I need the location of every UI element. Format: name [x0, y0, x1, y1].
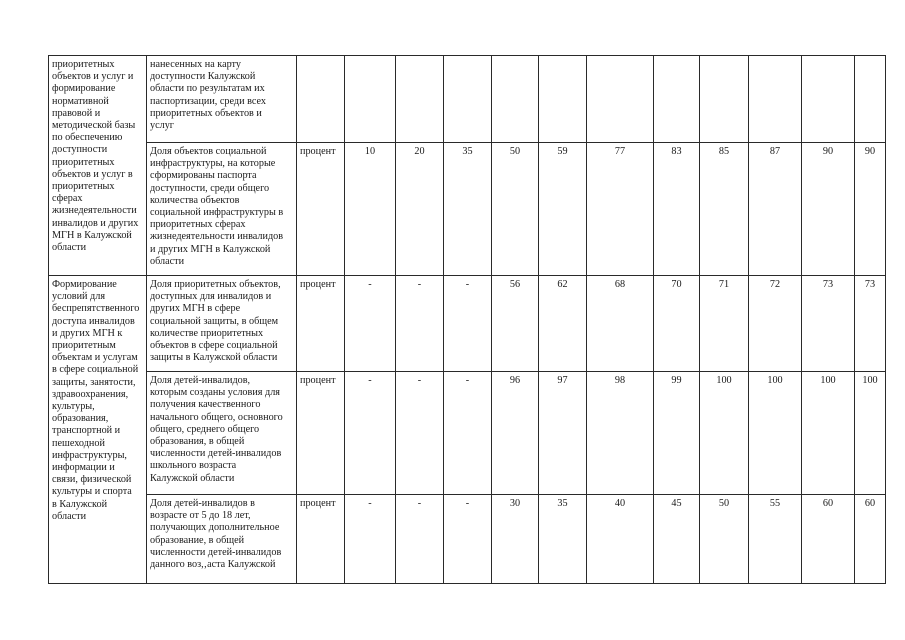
value-cell: 90: [802, 143, 855, 276]
indicators-table: [48, 55, 886, 584]
value-cell: 40: [587, 495, 654, 584]
indicator-cell: [147, 495, 297, 584]
value-cell: [855, 56, 886, 143]
value-cell: -: [444, 495, 492, 584]
value-cell: 35: [444, 143, 492, 276]
value-cell: 98: [587, 372, 654, 495]
value-cell: 35: [539, 495, 587, 584]
value-cell: 50: [700, 495, 749, 584]
value-cell: 55: [749, 495, 802, 584]
task-text: Формирование условий для беспрепятственного доступа инвалидов и других МГН к приоритетным объектам и услугам в сфере социальной защиты, занятости, здравоохранения, культуры, образования, транспортной и пешеходной инфраструктуры, информации и связи, физической культуры и спорта в Калужской области: [52, 279, 140, 522]
value-cell: 90: [855, 143, 886, 276]
value-cell: -: [396, 495, 444, 584]
value-cell: 70: [654, 276, 700, 372]
unit-cell: процент: [297, 372, 345, 495]
value-cell: -: [345, 495, 396, 584]
value-cell: [654, 56, 700, 143]
value-cell: [749, 56, 802, 143]
indicator-text: Доля приоритетных объектов, доступных для инвалидов и других МГН в сфере социальной защиты, в общем количестве приоритетных объектов в сфере социальной защиты в Калужской области: [150, 279, 281, 364]
value-cell: 99: [654, 372, 700, 495]
value-cell: 73: [855, 276, 886, 372]
value-cell: [345, 56, 396, 143]
value-cell: 77: [587, 143, 654, 276]
value-cell: 100: [802, 372, 855, 495]
value-cell: [396, 56, 444, 143]
value-cell: -: [444, 276, 492, 372]
value-cell: 85: [700, 143, 749, 276]
value-cell: 20: [396, 143, 444, 276]
value-cell: 56: [492, 276, 539, 372]
value-cell: 60: [802, 495, 855, 584]
task-text: приоритетных объектов и услуг и формирование нормативной правовой и методической базы по обеспечению доступности приоритетных объектов и услуг в приоритетных сферах жизнедеятельности инвалидов и других МГН в Калужской области: [52, 59, 139, 254]
table-row: [49, 276, 886, 372]
value-cell: [444, 56, 492, 143]
indicator-text: нанесенных на карту доступности Калужской области по результатам их паспортизации, среди всех приоритетных объектов и услуг: [150, 59, 266, 132]
value-cell: 59: [539, 143, 587, 276]
value-cell: 73: [802, 276, 855, 372]
indicator-cell: [147, 276, 297, 372]
value-cell: 45: [654, 495, 700, 584]
value-cell: 30: [492, 495, 539, 584]
unit-cell: процент: [297, 495, 345, 584]
value-cell: 100: [855, 372, 886, 495]
value-cell: 100: [749, 372, 802, 495]
indicator-cell: [147, 143, 297, 276]
indicator-cell: [147, 372, 297, 495]
indicator-text: Доля детей-инвалидов, которым созданы условия для получения качественного начального общего, основного общего, среднего общего образования, в общей численности детей-инвалидов школьного возраста Калужской области: [150, 375, 283, 484]
value-cell: 97: [539, 372, 587, 495]
value-cell: 60: [855, 495, 886, 584]
value-cell: 62: [539, 276, 587, 372]
value-cell: 96: [492, 372, 539, 495]
value-cell: -: [396, 276, 444, 372]
value-cell: 100: [700, 372, 749, 495]
value-cell: 83: [654, 143, 700, 276]
task-cell: [49, 56, 147, 276]
table-row: [49, 495, 886, 584]
table-row: [49, 143, 886, 276]
value-cell: 10: [345, 143, 396, 276]
value-cell: [539, 56, 587, 143]
indicator-cell: [147, 56, 297, 143]
value-cell: 68: [587, 276, 654, 372]
value-cell: -: [345, 372, 396, 495]
unit-cell: процент: [297, 276, 345, 372]
value-cell: 87: [749, 143, 802, 276]
value-cell: -: [396, 372, 444, 495]
value-cell: 72: [749, 276, 802, 372]
value-cell: -: [444, 372, 492, 495]
unit-cell: [297, 56, 345, 143]
value-cell: [492, 56, 539, 143]
value-cell: [700, 56, 749, 143]
indicator-text: Доля объектов социальной инфраструктуры, на которые сформированы паспорта доступности, среди общего количества объектов социальной инфраструктуры в приоритетных сферах жизнедеятельности инвалидов и других МГН в Калужской области: [150, 146, 284, 267]
indicator-text: Доля детей-инвалидов в возрасте от 5 до 18 лет, получающих дополнительное образование, в общей численности детей-инвалидов данного воз,‚аста Калужской: [150, 498, 282, 571]
value-cell: [587, 56, 654, 143]
task-cell: [49, 276, 147, 584]
value-cell: [802, 56, 855, 143]
value-cell: 50: [492, 143, 539, 276]
unit-cell: процент: [297, 143, 345, 276]
table-row: [49, 56, 886, 143]
table-row: [49, 372, 886, 495]
value-cell: 71: [700, 276, 749, 372]
value-cell: -: [345, 276, 396, 372]
